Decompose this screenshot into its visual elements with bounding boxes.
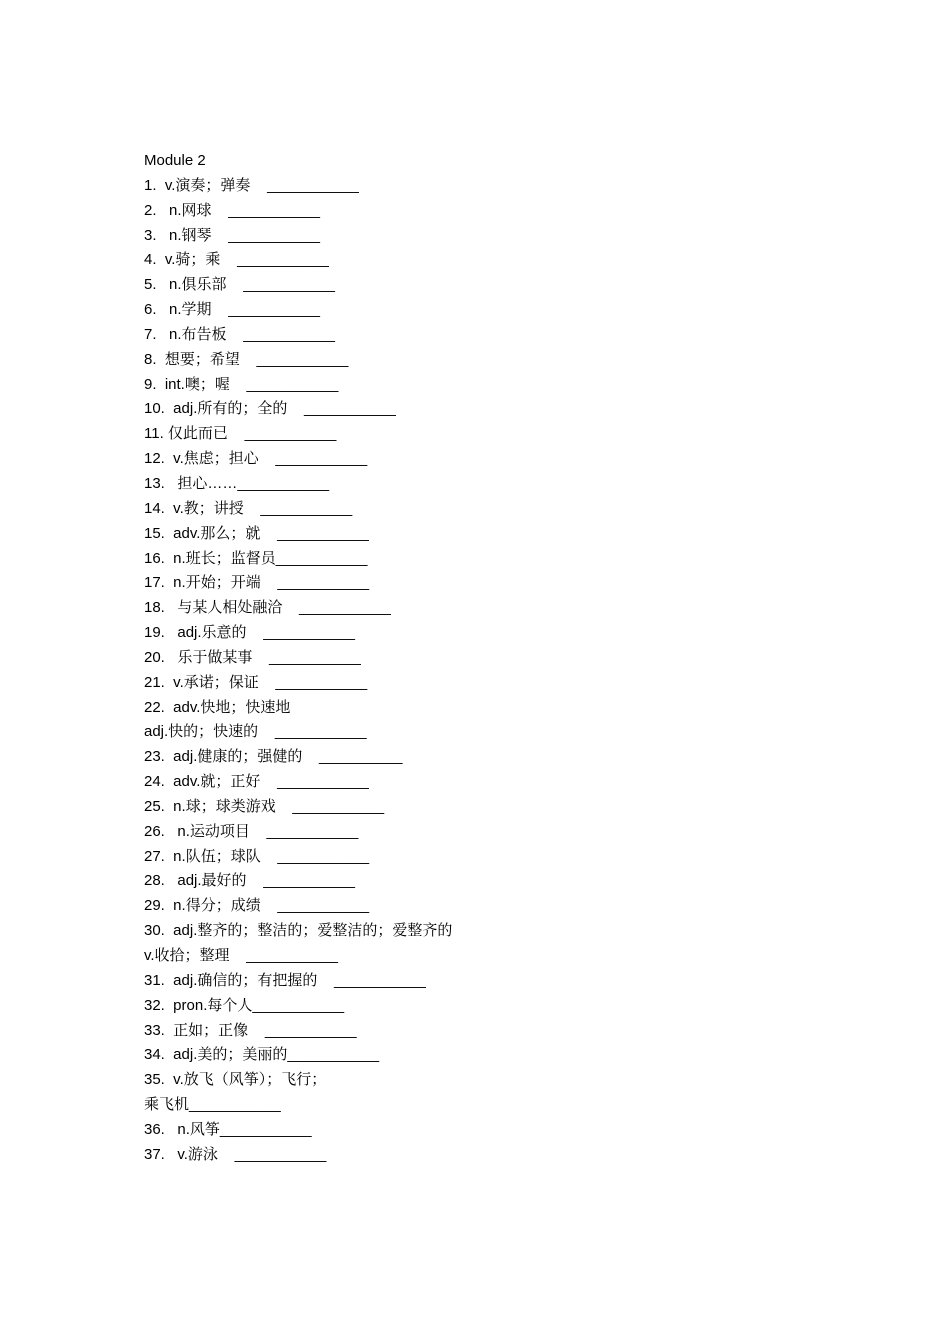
vocabulary-line: 18. 与某人相处融洽 ___________	[144, 599, 391, 617]
vocabulary-line: adj.快的；快速的 ___________	[144, 723, 367, 741]
vocabulary-line: 23. adj.健康的；强健的 __________	[144, 748, 403, 766]
vocabulary-line: v.收拾；整理 ___________	[144, 947, 338, 964]
vocabulary-line: 10. adj.所有的；全的 ___________	[144, 400, 396, 418]
vocabulary-line: 21. v.承诺；保证 ___________	[144, 673, 368, 691]
vocabulary-line: 34. adj.美的；美丽的___________	[144, 1046, 380, 1064]
vocabulary-line: 19. adj.乐意的 ___________	[144, 624, 355, 642]
vocabulary-line: 31. adj.确信的；有把握的 ___________	[144, 971, 426, 989]
vocabulary-line: 6. n.学期 ___________	[144, 301, 320, 319]
vocabulary-line: 13. 担心……___________	[144, 474, 330, 492]
vocabulary-line: 32. pron.每个人___________	[144, 996, 345, 1014]
vocabulary-line: 7. n.布告板 ___________	[144, 325, 335, 343]
vocabulary-line: 29. n.得分；成绩 ___________	[144, 897, 370, 915]
vocabulary-line: 4. v.骑；乘 ___________	[144, 251, 329, 269]
vocabulary-line: 33. 正如；正像 ___________	[144, 1021, 357, 1039]
vocabulary-line: 1. v.演奏；弹奏 ___________	[144, 176, 359, 194]
vocabulary-line: 24. adv.就；正好 ___________	[144, 773, 369, 791]
vocabulary-line: 25. n.球；球类游戏 ___________	[144, 797, 385, 815]
vocabulary-line: 37. v.游泳 ___________	[144, 1145, 327, 1163]
document-page	[144, 149, 824, 1168]
vocabulary-line: 5. n.俱乐部 ___________	[144, 276, 335, 294]
vocabulary-line: 乘飞机___________	[144, 1096, 281, 1114]
vocabulary-line: 2. n.网球 ___________	[144, 201, 320, 219]
vocabulary-line: 16. n.班长；监督员___________	[144, 549, 368, 567]
vocabulary-line: 8. 想要；希望 ___________	[144, 350, 349, 368]
vocabulary-line: 27. n.队伍；球队 ___________	[144, 847, 370, 865]
vocabulary-line: 9. int.噢；喔 ___________	[144, 375, 339, 393]
vocabulary-line: 17. n.开始；开端 ___________	[144, 574, 370, 592]
vocabulary-line: 20. 乐于做某事 ___________	[144, 648, 361, 666]
vocabulary-line: 15. adv.那么；就 ___________	[144, 524, 369, 542]
vocabulary-line: 28. adj.最好的 ___________	[144, 872, 355, 890]
vocabulary-line: 11. 仅此而已 ___________	[144, 425, 337, 443]
vocabulary-list	[144, 174, 824, 1168]
vocabulary-line: 30. adj.整齐的；整洁的；爱整洁的；爱整齐的	[144, 922, 453, 940]
vocabulary-line: 14. v.教；讲授 ___________	[144, 499, 353, 517]
vocabulary-line: 26. n.运动项目 ___________	[144, 822, 359, 840]
vocabulary-line: 3. n.钢琴 ___________	[144, 226, 320, 244]
vocabulary-line: 35. v.放飞（风筝）；飞行；	[144, 1071, 327, 1089]
vocabulary-line: 22. adv.快地；快速地	[144, 698, 291, 716]
vocabulary-line: 12. v.焦虑；担心 ___________	[144, 450, 368, 468]
vocabulary-line: 36. n.风筝___________	[144, 1120, 312, 1138]
document-title: Module 2	[144, 152, 206, 169]
